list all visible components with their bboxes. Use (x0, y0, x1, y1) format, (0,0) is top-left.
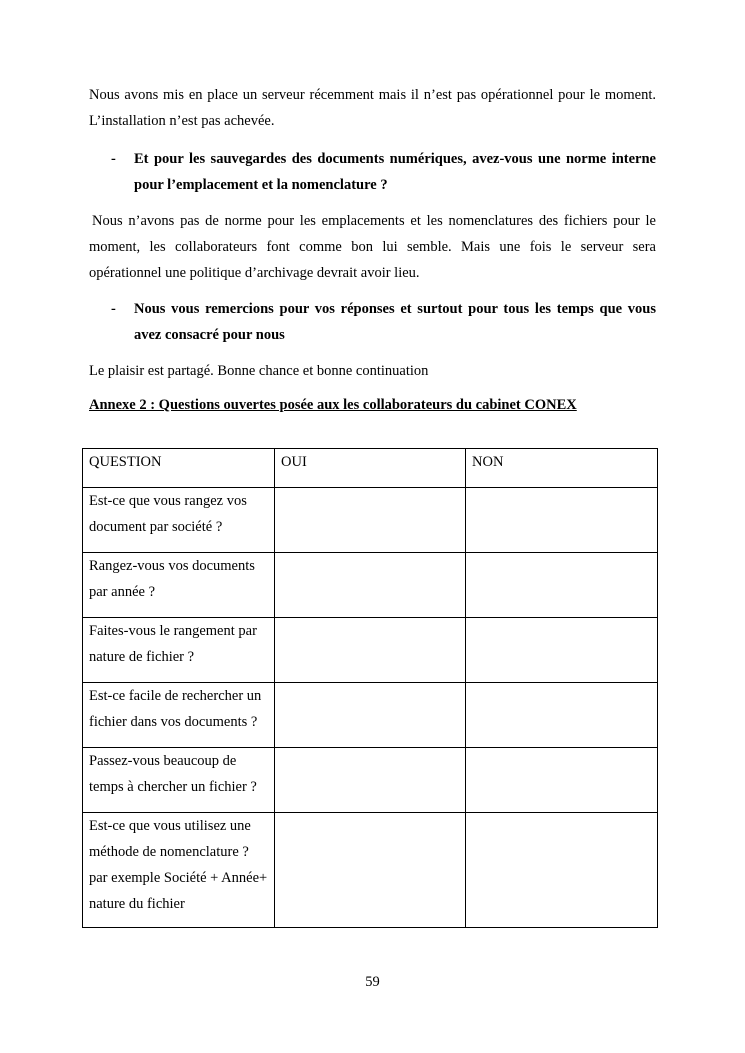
non-cell (466, 488, 658, 553)
question-cell: Passez-vous beaucoup de temps à chercher un fichier ? (83, 748, 275, 813)
table-header-row (83, 449, 658, 488)
header-question: QUESTION (83, 449, 275, 488)
oui-cell (275, 488, 466, 553)
paragraph-norms: Nous n’avons pas de norme pour les emplacements et les nomenclatures des fichiers pour le moment, les collaborateurs font comme bon lui semble. Mais une fois le serveur sera opérationnel une politique d’archivage devrait avoir lieu. (89, 213, 656, 281)
header-oui: OUI (275, 449, 466, 488)
table-row (83, 813, 658, 928)
non-cell (466, 553, 658, 618)
table-row (83, 683, 658, 748)
question-backup-text: Et pour les sauvegardes des documents numériques, avez-vous une norme interne pour l’emplacement et la nomenclature ? (134, 151, 656, 193)
oui-cell (275, 683, 466, 748)
table-row (83, 618, 658, 683)
question-cell: Est-ce que vous rangez vos document par société ? (83, 488, 275, 553)
bullet-dash: - (111, 301, 116, 317)
annex-title: Annexe 2 : Questions ouvertes posée aux les collaborateurs du cabinet CONEX (89, 397, 577, 413)
header-non: NON (466, 449, 658, 488)
paragraph-server: Nous avons mis en place un serveur récemment mais il n’est pas opérationnel pour le moment. L’installation n’est pas achevée. (89, 87, 656, 129)
bullet-dash: - (111, 151, 116, 167)
page-number: 59 (365, 974, 380, 990)
question-cell: Est-ce que vous utilisez une méthode de nomenclature ? par exemple Société + Année+ nature du fichier (83, 813, 275, 928)
question-thanks (89, 296, 656, 348)
table-row (83, 488, 658, 553)
table-row (83, 748, 658, 813)
oui-cell (275, 553, 466, 618)
non-cell (466, 683, 658, 748)
oui-cell (275, 748, 466, 813)
oui-cell (275, 618, 466, 683)
non-cell (466, 748, 658, 813)
oui-cell (275, 813, 466, 928)
question-cell: Est-ce facile de rechercher un fichier dans vos documents ? (83, 683, 275, 748)
table-row (83, 553, 658, 618)
paragraph-closing: Le plaisir est partagé. Bonne chance et bonne continuation (89, 363, 429, 379)
questions-table (82, 448, 658, 928)
non-cell (466, 618, 658, 683)
question-backup (89, 146, 656, 198)
non-cell (466, 813, 658, 928)
page-body (89, 82, 656, 428)
question-cell: Rangez-vous vos documents par année ? (83, 553, 275, 618)
question-cell: Faites-vous le rangement par nature de fichier ? (83, 618, 275, 683)
question-thanks-text: Nous vous remercions pour vos réponses et surtout pour tous les temps que vous avez consacré pour nous (134, 301, 656, 343)
